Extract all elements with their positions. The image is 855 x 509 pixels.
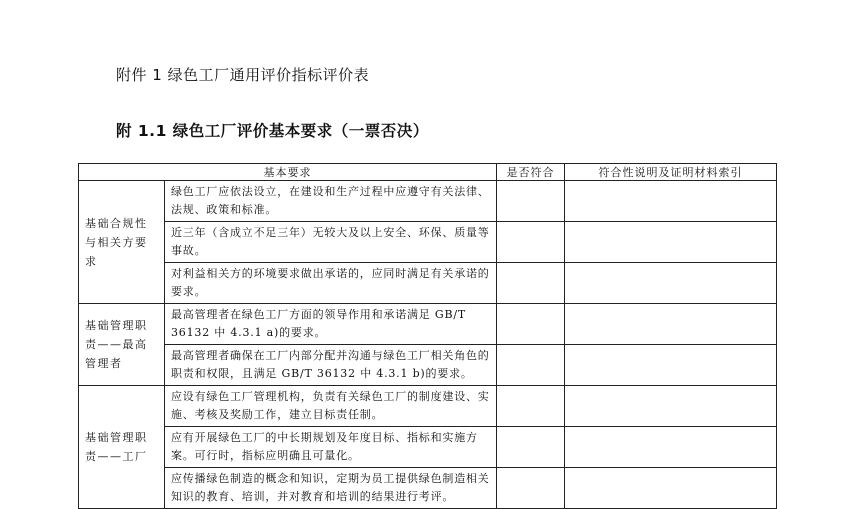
header-evidence-index: 符合性说明及证明材料索引 [565, 164, 777, 181]
table-row [79, 222, 777, 263]
evidence-cell[interactable] [565, 263, 777, 304]
evidence-cell[interactable] [565, 304, 777, 345]
table-header-row [79, 164, 777, 181]
requirement-cell: 应有开展绿色工厂的中长期规划及年度目标、指标和实施方案。可行时，指标应明确且可量化。 [165, 427, 497, 468]
header-compliance: 是否符合 [497, 164, 565, 181]
compliance-cell[interactable] [497, 222, 565, 263]
category-cell: 基础管理职责——工厂 [79, 386, 165, 509]
requirements-table [78, 163, 777, 509]
requirement-cell: 最高管理者确保在工厂内部分配并沟通与绿色工厂相关角色的职责和权限，且满足 GB/T 36132 中 4.3.1 b)的要求。 [165, 345, 497, 386]
table-row [79, 427, 777, 468]
requirement-cell: 应传播绿色制造的概念和知识，定期为员工提供绿色制造相关知识的教育、培训，并对教育和培训的结果进行考评。 [165, 468, 497, 509]
annex-title: 附件 1 绿色工厂通用评价指标评价表 [116, 66, 370, 84]
evidence-cell[interactable] [565, 181, 777, 222]
table-row [79, 263, 777, 304]
table-row [79, 304, 777, 345]
evidence-cell[interactable] [565, 222, 777, 263]
compliance-cell[interactable] [497, 427, 565, 468]
compliance-cell[interactable] [497, 468, 565, 509]
requirement-cell: 绿色工厂应依法设立，在建设和生产过程中应遵守有关法律、法规、政策和标准。 [165, 181, 497, 222]
section-title: 附 1.1 绿色工厂评价基本要求（一票否决） [116, 122, 429, 140]
evidence-cell[interactable] [565, 386, 777, 427]
table-row [79, 468, 777, 509]
compliance-cell[interactable] [497, 263, 565, 304]
evidence-cell[interactable] [565, 468, 777, 509]
header-basic-requirements: 基本要求 [79, 164, 497, 181]
requirement-cell: 最高管理者在绿色工厂方面的领导作用和承诺满足 GB/T 36132 中 4.3.1 a)的要求。 [165, 304, 497, 345]
compliance-cell[interactable] [497, 345, 565, 386]
compliance-cell[interactable] [497, 386, 565, 427]
compliance-cell[interactable] [497, 181, 565, 222]
category-cell: 基础合规性与相关方要求 [79, 181, 165, 304]
compliance-cell[interactable] [497, 304, 565, 345]
table-row [79, 345, 777, 386]
evidence-cell[interactable] [565, 427, 777, 468]
category-cell: 基础管理职责——最高管理者 [79, 304, 165, 386]
requirement-cell: 应设有绿色工厂管理机构，负责有关绿色工厂的制度建设、实施、考核及奖励工作，建立目标责任制。 [165, 386, 497, 427]
table-row [79, 386, 777, 427]
requirement-cell: 近三年（含成立不足三年）无较大及以上安全、环保、质量等事故。 [165, 222, 497, 263]
table-row [79, 181, 777, 222]
evidence-cell[interactable] [565, 345, 777, 386]
requirement-cell: 对利益相关方的环境要求做出承诺的，应同时满足有关承诺的要求。 [165, 263, 497, 304]
